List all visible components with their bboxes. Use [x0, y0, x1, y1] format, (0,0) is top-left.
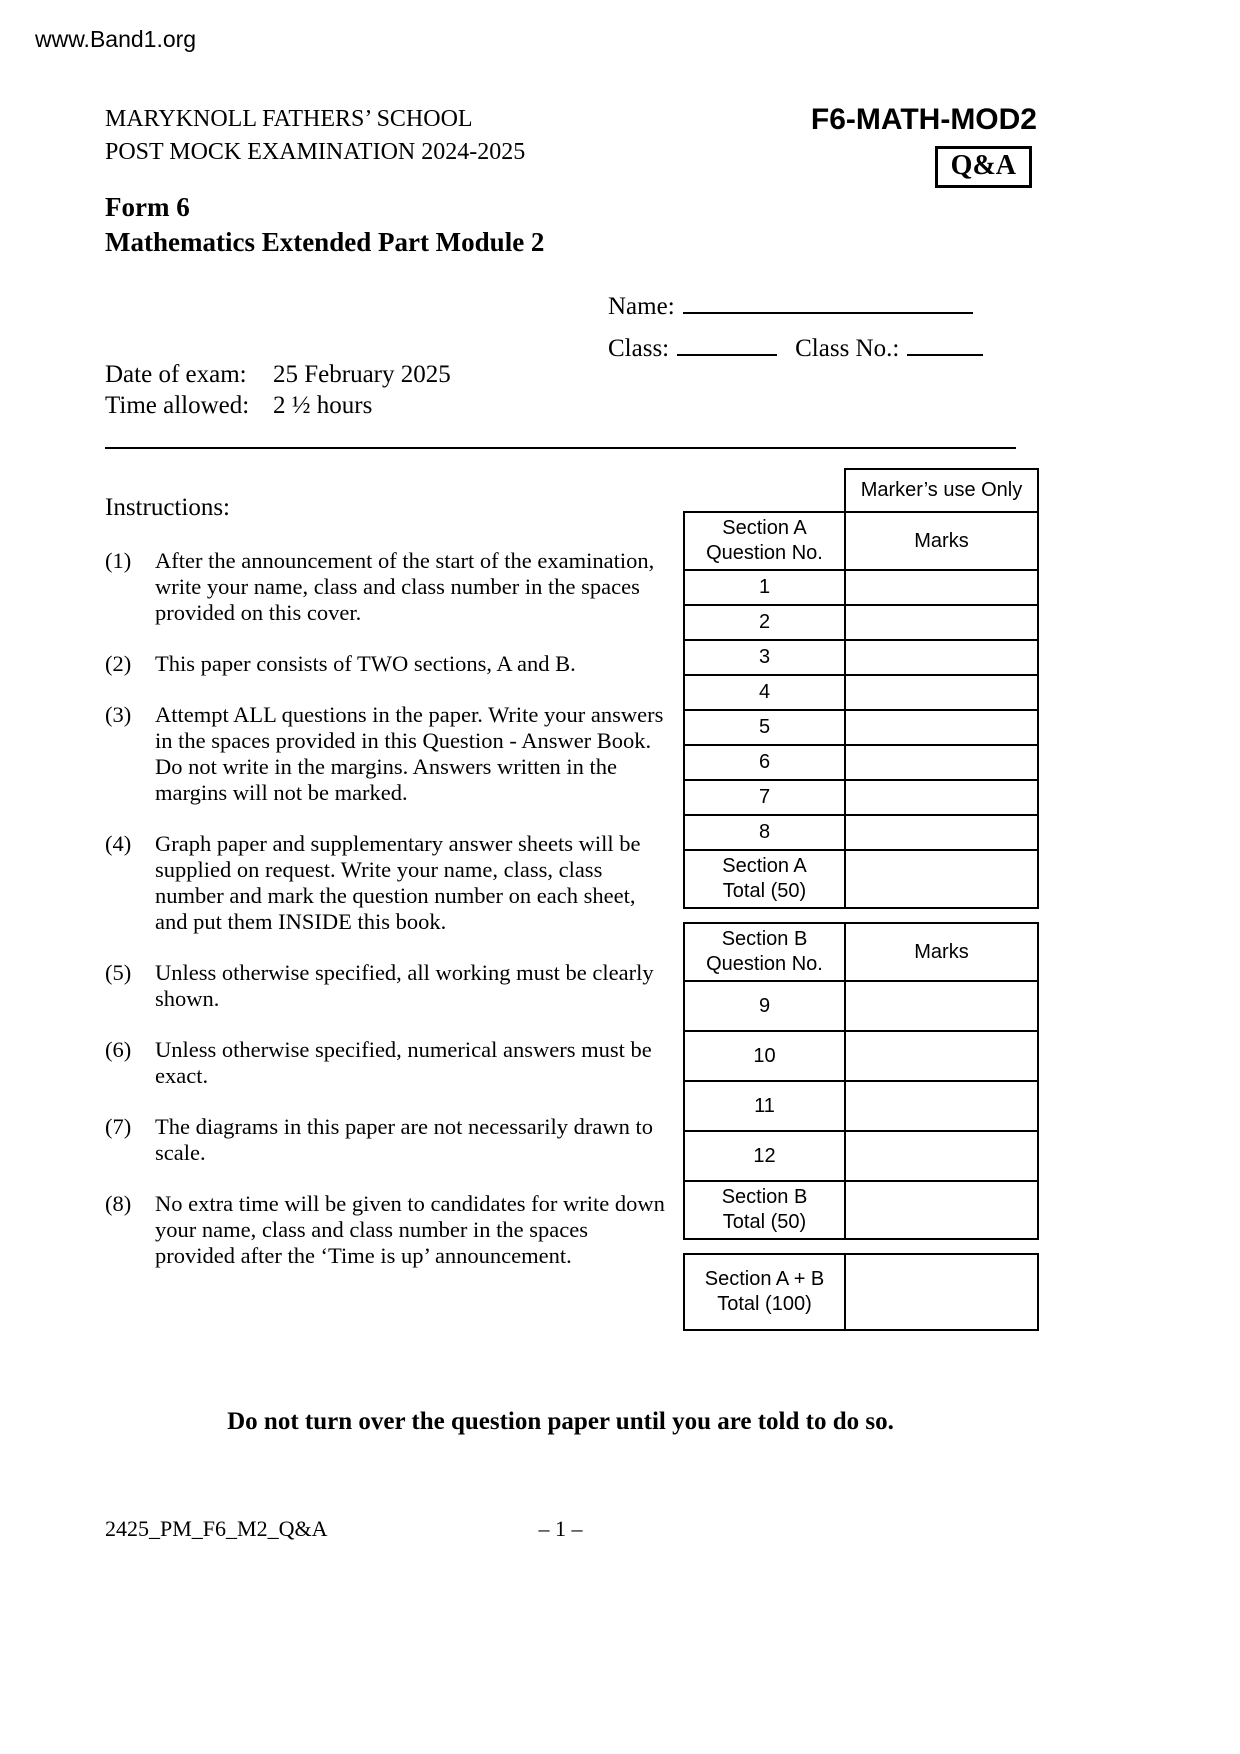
date-value: 25 February 2025 — [273, 361, 451, 388]
instruction-number: (1) — [105, 548, 132, 573]
instruction-number: (8) — [105, 1191, 132, 1216]
instruction-item — [105, 702, 671, 806]
instruction-number: (5) — [105, 960, 132, 985]
question-number-cell: 11 — [685, 1082, 846, 1130]
class-no-blank — [907, 332, 983, 356]
name-label: Name: — [608, 293, 675, 320]
marks-cell — [846, 1132, 1037, 1180]
question-number-cell: 3 — [685, 641, 846, 674]
instructions-list — [105, 548, 671, 1294]
marks-cell — [846, 571, 1037, 604]
date-line — [105, 359, 451, 390]
marks-cell — [846, 641, 1037, 674]
paper-code: F6-MATH-MOD2 — [810, 103, 1037, 136]
marks-cell — [846, 1032, 1037, 1080]
marks-cell — [846, 711, 1037, 744]
question-row — [685, 744, 1037, 779]
question-number-cell: 9 — [685, 982, 846, 1030]
section-a-header-row — [685, 513, 1037, 569]
instruction-number: (7) — [105, 1114, 132, 1139]
section-a-question-header: Section A Question No. — [685, 513, 846, 569]
marks-cell — [846, 606, 1037, 639]
instruction-text: No extra time will be given to candidates for write down your name, class and class number in the spaces provided after the ‘Time is up’ announcement. — [155, 1191, 665, 1268]
exam-title: POST MOCK EXAMINATION 2024-2025 — [105, 139, 526, 165]
marker-use-only-box: Marker’s use Only — [844, 468, 1039, 513]
instruction-item — [105, 651, 671, 677]
school-header — [105, 103, 525, 169]
name-line — [608, 286, 983, 328]
section-a-total-label: Section A Total (50) — [685, 851, 846, 907]
instruction-number: (2) — [105, 651, 132, 676]
class-blank — [677, 332, 777, 356]
student-fields — [608, 286, 983, 370]
section-a-total-row — [685, 849, 1037, 907]
form-title: Form 6 — [105, 192, 190, 222]
marks-cell — [846, 851, 1037, 907]
grand-total-row — [685, 1255, 1037, 1329]
section-b-total-row — [685, 1180, 1037, 1238]
school-name: MARYKNOLL FATHERS’ SCHOOL — [105, 106, 473, 132]
class-line — [608, 328, 983, 370]
question-number-cell: 12 — [685, 1132, 846, 1180]
question-row — [685, 674, 1037, 709]
question-number-cell: 5 — [685, 711, 846, 744]
instruction-text: Unless otherwise specified, all working must be clearly shown. — [155, 960, 654, 1011]
instruction-item — [105, 1114, 671, 1166]
question-number-cell: 2 — [685, 606, 846, 639]
question-row — [685, 1080, 1037, 1130]
class-no-label: Class No.: — [795, 335, 900, 362]
page-number: – 1 – — [538, 1516, 583, 1541]
instruction-item — [105, 1037, 671, 1089]
site-watermark: www.Band1.org — [35, 26, 197, 52]
instruction-text: Unless otherwise specified, numerical answers must be exact. — [155, 1037, 652, 1088]
question-number-cell: 6 — [685, 746, 846, 779]
turn-over-warning: Do not turn over the question paper until you are told to do so. — [227, 1408, 894, 1435]
instruction-item — [105, 831, 671, 935]
question-number-cell: 4 — [685, 676, 846, 709]
marks-cell — [846, 1082, 1037, 1130]
form-subject-block — [105, 190, 544, 260]
question-row — [685, 639, 1037, 674]
time-value: 2 ½ hours — [273, 392, 373, 419]
instruction-text: Attempt ALL questions in the paper. Write your answers in the spaces provided in this Question - Answer Book. Do not write in the margins. Answers written in the margins will not be marked. — [155, 702, 664, 805]
question-number-cell: 8 — [685, 816, 846, 849]
section-a-table — [683, 511, 1039, 909]
question-row — [685, 980, 1037, 1030]
instruction-text: Graph paper and supplementary answer sheets will be supplied on request. Write your name, class, class number and mark the question number on each sheet, and put them INSIDE this book. — [155, 831, 641, 934]
section-b-header-row — [685, 924, 1037, 980]
question-row — [685, 569, 1037, 604]
instruction-text: The diagrams in this paper are not necessarily drawn to scale. — [155, 1114, 653, 1165]
qa-badge: Q&A — [935, 146, 1032, 188]
question-number-cell: 1 — [685, 571, 846, 604]
question-row — [685, 779, 1037, 814]
marks-cell — [846, 982, 1037, 1030]
question-number-cell: 10 — [685, 1032, 846, 1080]
header-divider — [105, 447, 1016, 449]
instruction-text: This paper consists of TWO sections, A and B. — [155, 651, 576, 676]
question-row — [685, 814, 1037, 849]
marks-cell — [846, 1255, 1037, 1329]
marks-cell — [846, 781, 1037, 814]
instruction-item — [105, 1191, 671, 1269]
marker-use-area — [683, 468, 1039, 1331]
question-row — [685, 1130, 1037, 1180]
instruction-item — [105, 960, 671, 1012]
subject-title: Mathematics Extended Part Module 2 — [105, 227, 545, 257]
instruction-item — [105, 548, 671, 626]
grand-total-table — [683, 1253, 1039, 1331]
doc-code: 2425_PM_F6_M2_Q&A — [105, 1516, 328, 1541]
instruction-number: (6) — [105, 1037, 132, 1062]
time-line — [105, 390, 451, 421]
exam-info — [105, 359, 451, 421]
instruction-text: After the announcement of the start of the examination, write your name, class and class number in the spaces provided on this cover. — [155, 548, 655, 625]
question-number-cell: 7 — [685, 781, 846, 814]
section-b-table — [683, 922, 1039, 1240]
section-b-question-header: Section B Question No. — [685, 924, 846, 980]
instruction-number: (3) — [105, 702, 132, 727]
marks-cell — [846, 676, 1037, 709]
section-b-total-label: Section B Total (50) — [685, 1182, 846, 1238]
question-row — [685, 1030, 1037, 1080]
question-row — [685, 709, 1037, 744]
marks-cell — [846, 1182, 1037, 1238]
question-row — [685, 604, 1037, 639]
time-label: Time allowed: — [105, 392, 250, 419]
date-label: Date of exam: — [105, 361, 247, 388]
grand-total-label: Section A + B Total (100) — [685, 1255, 846, 1329]
instructions-title: Instructions: — [105, 494, 230, 521]
marks-cell — [846, 816, 1037, 849]
marks-cell — [846, 746, 1037, 779]
marks-header: Marks — [914, 529, 969, 552]
marks-header: Marks — [914, 940, 969, 963]
instruction-number: (4) — [105, 831, 132, 856]
class-label: Class: — [608, 335, 670, 362]
name-blank — [683, 290, 973, 314]
